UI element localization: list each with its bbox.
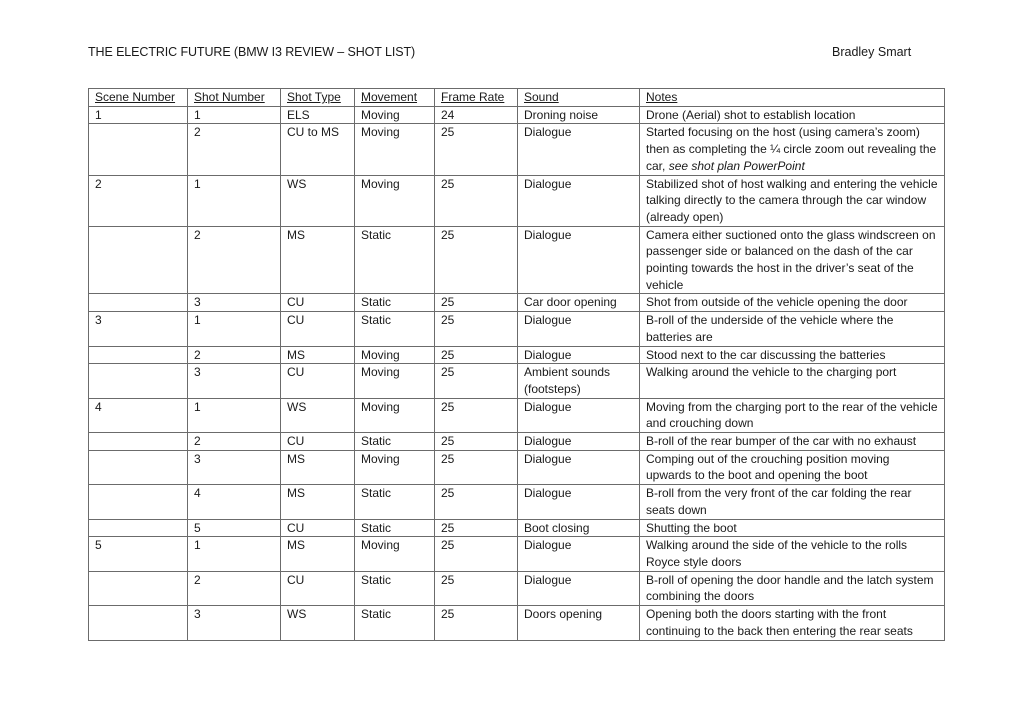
- cell-shot-number: 2: [188, 571, 281, 605]
- cell-movement: Static: [355, 433, 435, 451]
- table-row: [89, 175, 945, 226]
- notes-text: Started focusing on the host (using camera’s zoom) then as completing the ¼ circle zoom out revealing the car,: [646, 125, 937, 173]
- cell-scene-number: [89, 364, 188, 398]
- cell-shot-type: CU: [281, 364, 355, 398]
- cell-notes: [640, 398, 945, 432]
- cell-shot-type: MS: [281, 537, 355, 571]
- cell-shot-type: ELS: [281, 106, 355, 124]
- cell-frame-rate: 24: [435, 106, 518, 124]
- cell-shot-type: CU to MS: [281, 124, 355, 175]
- notes-text: B-roll of the underside of the vehicle where the batteries are: [646, 313, 894, 344]
- cell-sound: Droning noise: [518, 106, 640, 124]
- column-header-shot-type: Shot Type: [281, 89, 355, 107]
- cell-notes: [640, 312, 945, 346]
- cell-frame-rate: 25: [435, 537, 518, 571]
- cell-movement: Moving: [355, 175, 435, 226]
- table-row: [89, 398, 945, 432]
- notes-text: Drone (Aerial) shot to establish location: [646, 107, 856, 122]
- column-header-movement: Movement: [355, 89, 435, 107]
- cell-notes: [640, 364, 945, 398]
- notes-text: B-roll of the rear bumper of the car with no exhaust: [646, 434, 917, 449]
- cell-movement: Static: [355, 606, 435, 640]
- cell-frame-rate: 25: [435, 346, 518, 364]
- notes-text: Camera either suctioned onto the glass windscreen on passenger side or balanced on the dash of the car pointing towards the host in the driver’s seat of the vehicle: [646, 227, 936, 292]
- document-title: THE ELECTRIC FUTURE (BMW I3 REVIEW – SHOT LIST): [88, 45, 416, 59]
- table-row: [89, 606, 945, 640]
- cell-scene-number: [89, 571, 188, 605]
- notes-text: Moving from the charging port to the rear of the vehicle and crouching down: [646, 399, 938, 431]
- cell-notes: [640, 175, 945, 226]
- cell-sound: Dialogue: [518, 433, 640, 451]
- cell-frame-rate: 25: [435, 485, 518, 519]
- cell-sound: Dialogue: [518, 537, 640, 571]
- cell-movement: Static: [355, 485, 435, 519]
- cell-shot-type: CU: [281, 519, 355, 537]
- cell-sound: Car door opening: [518, 294, 640, 312]
- cell-frame-rate: 25: [435, 226, 518, 294]
- cell-shot-number: 3: [188, 364, 281, 398]
- cell-notes: [640, 106, 945, 124]
- cell-scene-number: [89, 294, 188, 312]
- cell-sound: Ambient sounds (footsteps): [518, 364, 640, 398]
- cell-shot-number: 2: [188, 346, 281, 364]
- cell-scene-number: [89, 606, 188, 640]
- cell-scene-number: 1: [89, 106, 188, 124]
- cell-sound: Doors opening: [518, 606, 640, 640]
- cell-movement: Moving: [355, 364, 435, 398]
- cell-scene-number: [89, 346, 188, 364]
- cell-shot-number: 2: [188, 226, 281, 294]
- table-row: [89, 571, 945, 605]
- cell-sound: Dialogue: [518, 226, 640, 294]
- cell-frame-rate: 25: [435, 312, 518, 346]
- column-header-frame-rate: Frame Rate: [435, 89, 518, 107]
- cell-sound: Dialogue: [518, 175, 640, 226]
- cell-movement: Static: [355, 226, 435, 294]
- cell-sound: Dialogue: [518, 124, 640, 175]
- cell-notes: [640, 433, 945, 451]
- table-row: [89, 346, 945, 364]
- cell-scene-number: [89, 485, 188, 519]
- cell-frame-rate: 25: [435, 571, 518, 605]
- author-name: Bradley Smart: [832, 45, 912, 59]
- cell-shot-type: MS: [281, 346, 355, 364]
- cell-shot-type: CU: [281, 294, 355, 312]
- cell-sound: Dialogue: [518, 346, 640, 364]
- cell-scene-number: 5: [89, 537, 188, 571]
- cell-notes: [640, 346, 945, 364]
- table-row: [89, 312, 945, 346]
- cell-movement: Moving: [355, 106, 435, 124]
- cell-shot-number: 2: [188, 124, 281, 175]
- cell-shot-type: MS: [281, 485, 355, 519]
- notes-text: Opening both the doors starting with the front continuing to the back then entering the rear seats: [646, 607, 913, 638]
- cell-shot-number: 4: [188, 485, 281, 519]
- cell-movement: Static: [355, 519, 435, 537]
- cell-movement: Moving: [355, 398, 435, 432]
- cell-notes: [640, 450, 945, 484]
- notes-text: B-roll of opening the door handle and the latch system combining the doors: [646, 572, 934, 604]
- cell-movement: Static: [355, 294, 435, 312]
- cell-scene-number: [89, 226, 188, 294]
- notes-italic-text: see shot plan PowerPoint: [668, 158, 805, 173]
- cell-notes: [640, 124, 945, 175]
- cell-shot-type: MS: [281, 226, 355, 294]
- table-row: [89, 226, 945, 294]
- cell-scene-number: [89, 433, 188, 451]
- cell-notes: [640, 606, 945, 640]
- cell-scene-number: [89, 124, 188, 175]
- cell-shot-number: 1: [188, 398, 281, 432]
- cell-scene-number: 2: [89, 175, 188, 226]
- table-row: [89, 537, 945, 571]
- cell-sound: Dialogue: [518, 312, 640, 346]
- notes-text: Shutting the boot: [646, 520, 737, 535]
- cell-movement: Moving: [355, 346, 435, 364]
- cell-notes: [640, 571, 945, 605]
- cell-scene-number: 4: [89, 398, 188, 432]
- cell-notes: [640, 485, 945, 519]
- table-row: [89, 450, 945, 484]
- cell-movement: Moving: [355, 537, 435, 571]
- notes-text: Shot from outside of the vehicle opening the door: [646, 295, 908, 310]
- notes-text: Walking around the side of the vehicle to the rolls Royce style doors: [646, 538, 908, 569]
- cell-shot-type: CU: [281, 312, 355, 346]
- table-body: [89, 106, 945, 640]
- table-row: [89, 294, 945, 312]
- cell-shot-number: 1: [188, 537, 281, 571]
- cell-shot-number: 3: [188, 294, 281, 312]
- cell-notes: [640, 294, 945, 312]
- column-header-shot-number: Shot Number: [188, 89, 281, 107]
- cell-shot-number: 3: [188, 606, 281, 640]
- table-row: [89, 433, 945, 451]
- cell-movement: Static: [355, 571, 435, 605]
- cell-frame-rate: 25: [435, 433, 518, 451]
- cell-shot-number: 5: [188, 519, 281, 537]
- cell-notes: [640, 226, 945, 294]
- cell-shot-type: CU: [281, 433, 355, 451]
- cell-notes: [640, 537, 945, 571]
- table-row: [89, 124, 945, 175]
- table-row: [89, 106, 945, 124]
- cell-frame-rate: 25: [435, 450, 518, 484]
- cell-shot-type: WS: [281, 175, 355, 226]
- cell-frame-rate: 25: [435, 175, 518, 226]
- cell-frame-rate: 25: [435, 398, 518, 432]
- column-header-notes: Notes: [640, 89, 945, 107]
- cell-sound: Dialogue: [518, 450, 640, 484]
- table-row: [89, 364, 945, 398]
- notes-text: Comping out of the crouching position moving upwards to the boot and opening the boot: [646, 451, 890, 483]
- cell-shot-type: CU: [281, 571, 355, 605]
- cell-frame-rate: 25: [435, 519, 518, 537]
- column-header-scene-number: Scene Number: [89, 89, 188, 107]
- cell-movement: Moving: [355, 124, 435, 175]
- table-row: [89, 485, 945, 519]
- cell-shot-type: WS: [281, 398, 355, 432]
- cell-sound: Dialogue: [518, 485, 640, 519]
- cell-sound: Dialogue: [518, 398, 640, 432]
- cell-notes: [640, 519, 945, 537]
- notes-text: B-roll from the very front of the car folding the rear seats down: [646, 486, 912, 517]
- cell-scene-number: [89, 519, 188, 537]
- column-header-sound: Sound: [518, 89, 640, 107]
- cell-shot-type: MS: [281, 450, 355, 484]
- cell-scene-number: [89, 450, 188, 484]
- cell-frame-rate: 25: [435, 606, 518, 640]
- notes-text: Stood next to the car discussing the batteries: [646, 347, 886, 362]
- table-row: [89, 519, 945, 537]
- cell-movement: Static: [355, 312, 435, 346]
- cell-shot-number: 1: [188, 106, 281, 124]
- cell-shot-number: 3: [188, 450, 281, 484]
- cell-frame-rate: 25: [435, 294, 518, 312]
- cell-frame-rate: 25: [435, 364, 518, 398]
- notes-text: Stabilized shot of host walking and entering the vehicle talking directly to the camera through the car window (already open): [646, 176, 938, 224]
- table-header-row: [89, 89, 945, 107]
- cell-shot-type: WS: [281, 606, 355, 640]
- cell-frame-rate: 25: [435, 124, 518, 175]
- cell-sound: Boot closing: [518, 519, 640, 537]
- cell-movement: Moving: [355, 450, 435, 484]
- cell-sound: Dialogue: [518, 571, 640, 605]
- notes-text: Walking around the vehicle to the charging port: [646, 365, 897, 380]
- cell-shot-number: 2: [188, 433, 281, 451]
- shot-list-table: [88, 88, 945, 641]
- cell-scene-number: 3: [89, 312, 188, 346]
- cell-shot-number: 1: [188, 175, 281, 226]
- cell-shot-number: 1: [188, 312, 281, 346]
